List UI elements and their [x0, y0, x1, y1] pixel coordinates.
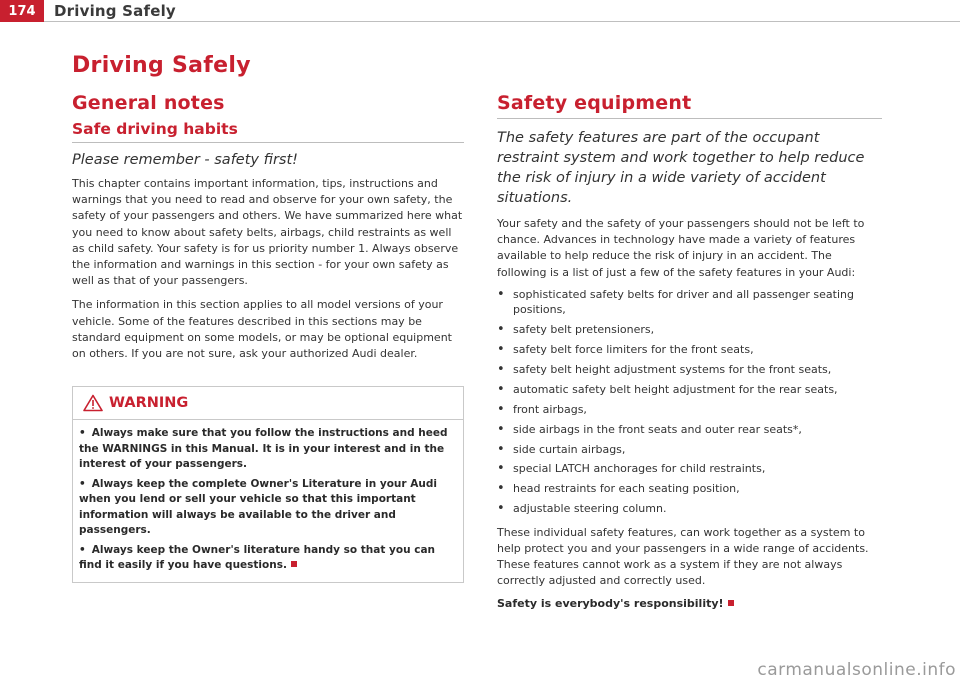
warning-body [73, 420, 463, 582]
warning-triangle-icon [83, 394, 103, 412]
list-item: • safety belt height adjustment systems for the front seats, [497, 362, 882, 378]
warning-box [72, 386, 464, 583]
lead-text: The safety features are part of the occupant restraint system and work together to help reduce the risk of injury in a wide variety of accident situations. [497, 130, 865, 206]
list-item: • front airbags, [497, 402, 882, 418]
paragraph-outro: These individual safety features, can work together as a system to help protect you and your passengers in a wide range of accidents. These features cannot work as a system if they are not always correctly adjusted and correctly used. [497, 525, 869, 588]
list-item: • automatic safety belt height adjustment for the rear seats, [497, 382, 882, 398]
header-divider [44, 21, 960, 22]
paragraph-intro: This chapter contains important information, tips, instructions and warnings that you need to read and observe for your own safety, the safety of your passengers and others. We have summarized here what you need to know about safety belts, airbags, child restraints as well as child safety. Your safety is for us priority number 1. Always observe the information and warnings in this section - for your own safety as well as that of your passengers. [72, 177, 463, 288]
watermark: carmanualsonline.info [757, 660, 956, 680]
warning-title: WARNING [109, 395, 189, 412]
right-column [497, 92, 882, 610]
safety-feature-list [497, 287, 882, 517]
paragraph-intro: Your safety and the safety of your passengers should not be left to chance. Advances in technology have made a variety of features available to help reduce the risk of injury in an accident. The following is a list of just a few of the safety features in your Audi: [497, 217, 865, 279]
page-number: 174 [0, 0, 44, 22]
warning-item: • Always make sure that you follow the instructions and heed the WARNINGS in this Manual. It is in your interest and in the interest of your passengers. [79, 427, 448, 471]
list-item: • sophisticated safety belts for driver and all passenger seating positions, [497, 287, 882, 318]
section-end-mark [291, 561, 297, 567]
list-item: • side curtain airbags, [497, 442, 882, 458]
left-column [72, 92, 464, 583]
list-item: • safety belt pretensioners, [497, 322, 882, 338]
section-title-general-notes: General notes [72, 92, 225, 114]
warning-item: • Always keep the Owner's literature handy so that you can find it easily if you have questions. [79, 543, 436, 572]
list-item: • head restraints for each seating position, [497, 481, 882, 497]
section-end-mark [728, 600, 734, 606]
paragraph-applicability: The information in this section applies to all model versions of your vehicle. Some of the features described in this sections may be standard equipment on some models, or may be optional equipment on others. If you are not sure, ask your authorized Audi dealer. [72, 298, 452, 361]
subsection-title-safe-driving: Safe driving habits [72, 120, 464, 143]
warning-item: • Always keep the complete Owner's Literature in your Audi when you lend or sell your vehicle so that this important information will always be available to the driver and passengers. [79, 477, 437, 537]
lead-text: Please remember - safety first! [72, 152, 298, 168]
list-item: • special LATCH anchorages for child restraints, [497, 461, 882, 477]
list-item: • adjustable steering column. [497, 501, 882, 517]
running-header-title: Driving Safely [54, 2, 176, 20]
list-item: • side airbags in the front seats and outer rear seats*, [497, 422, 882, 438]
warning-header [73, 387, 463, 420]
chapter-title: Driving Safely [72, 53, 251, 78]
section-title-safety-equipment: Safety equipment [497, 92, 882, 119]
list-item: • safety belt force limiters for the front seats, [497, 342, 882, 358]
closing-statement: Safety is everybody's responsibility! [497, 597, 882, 610]
